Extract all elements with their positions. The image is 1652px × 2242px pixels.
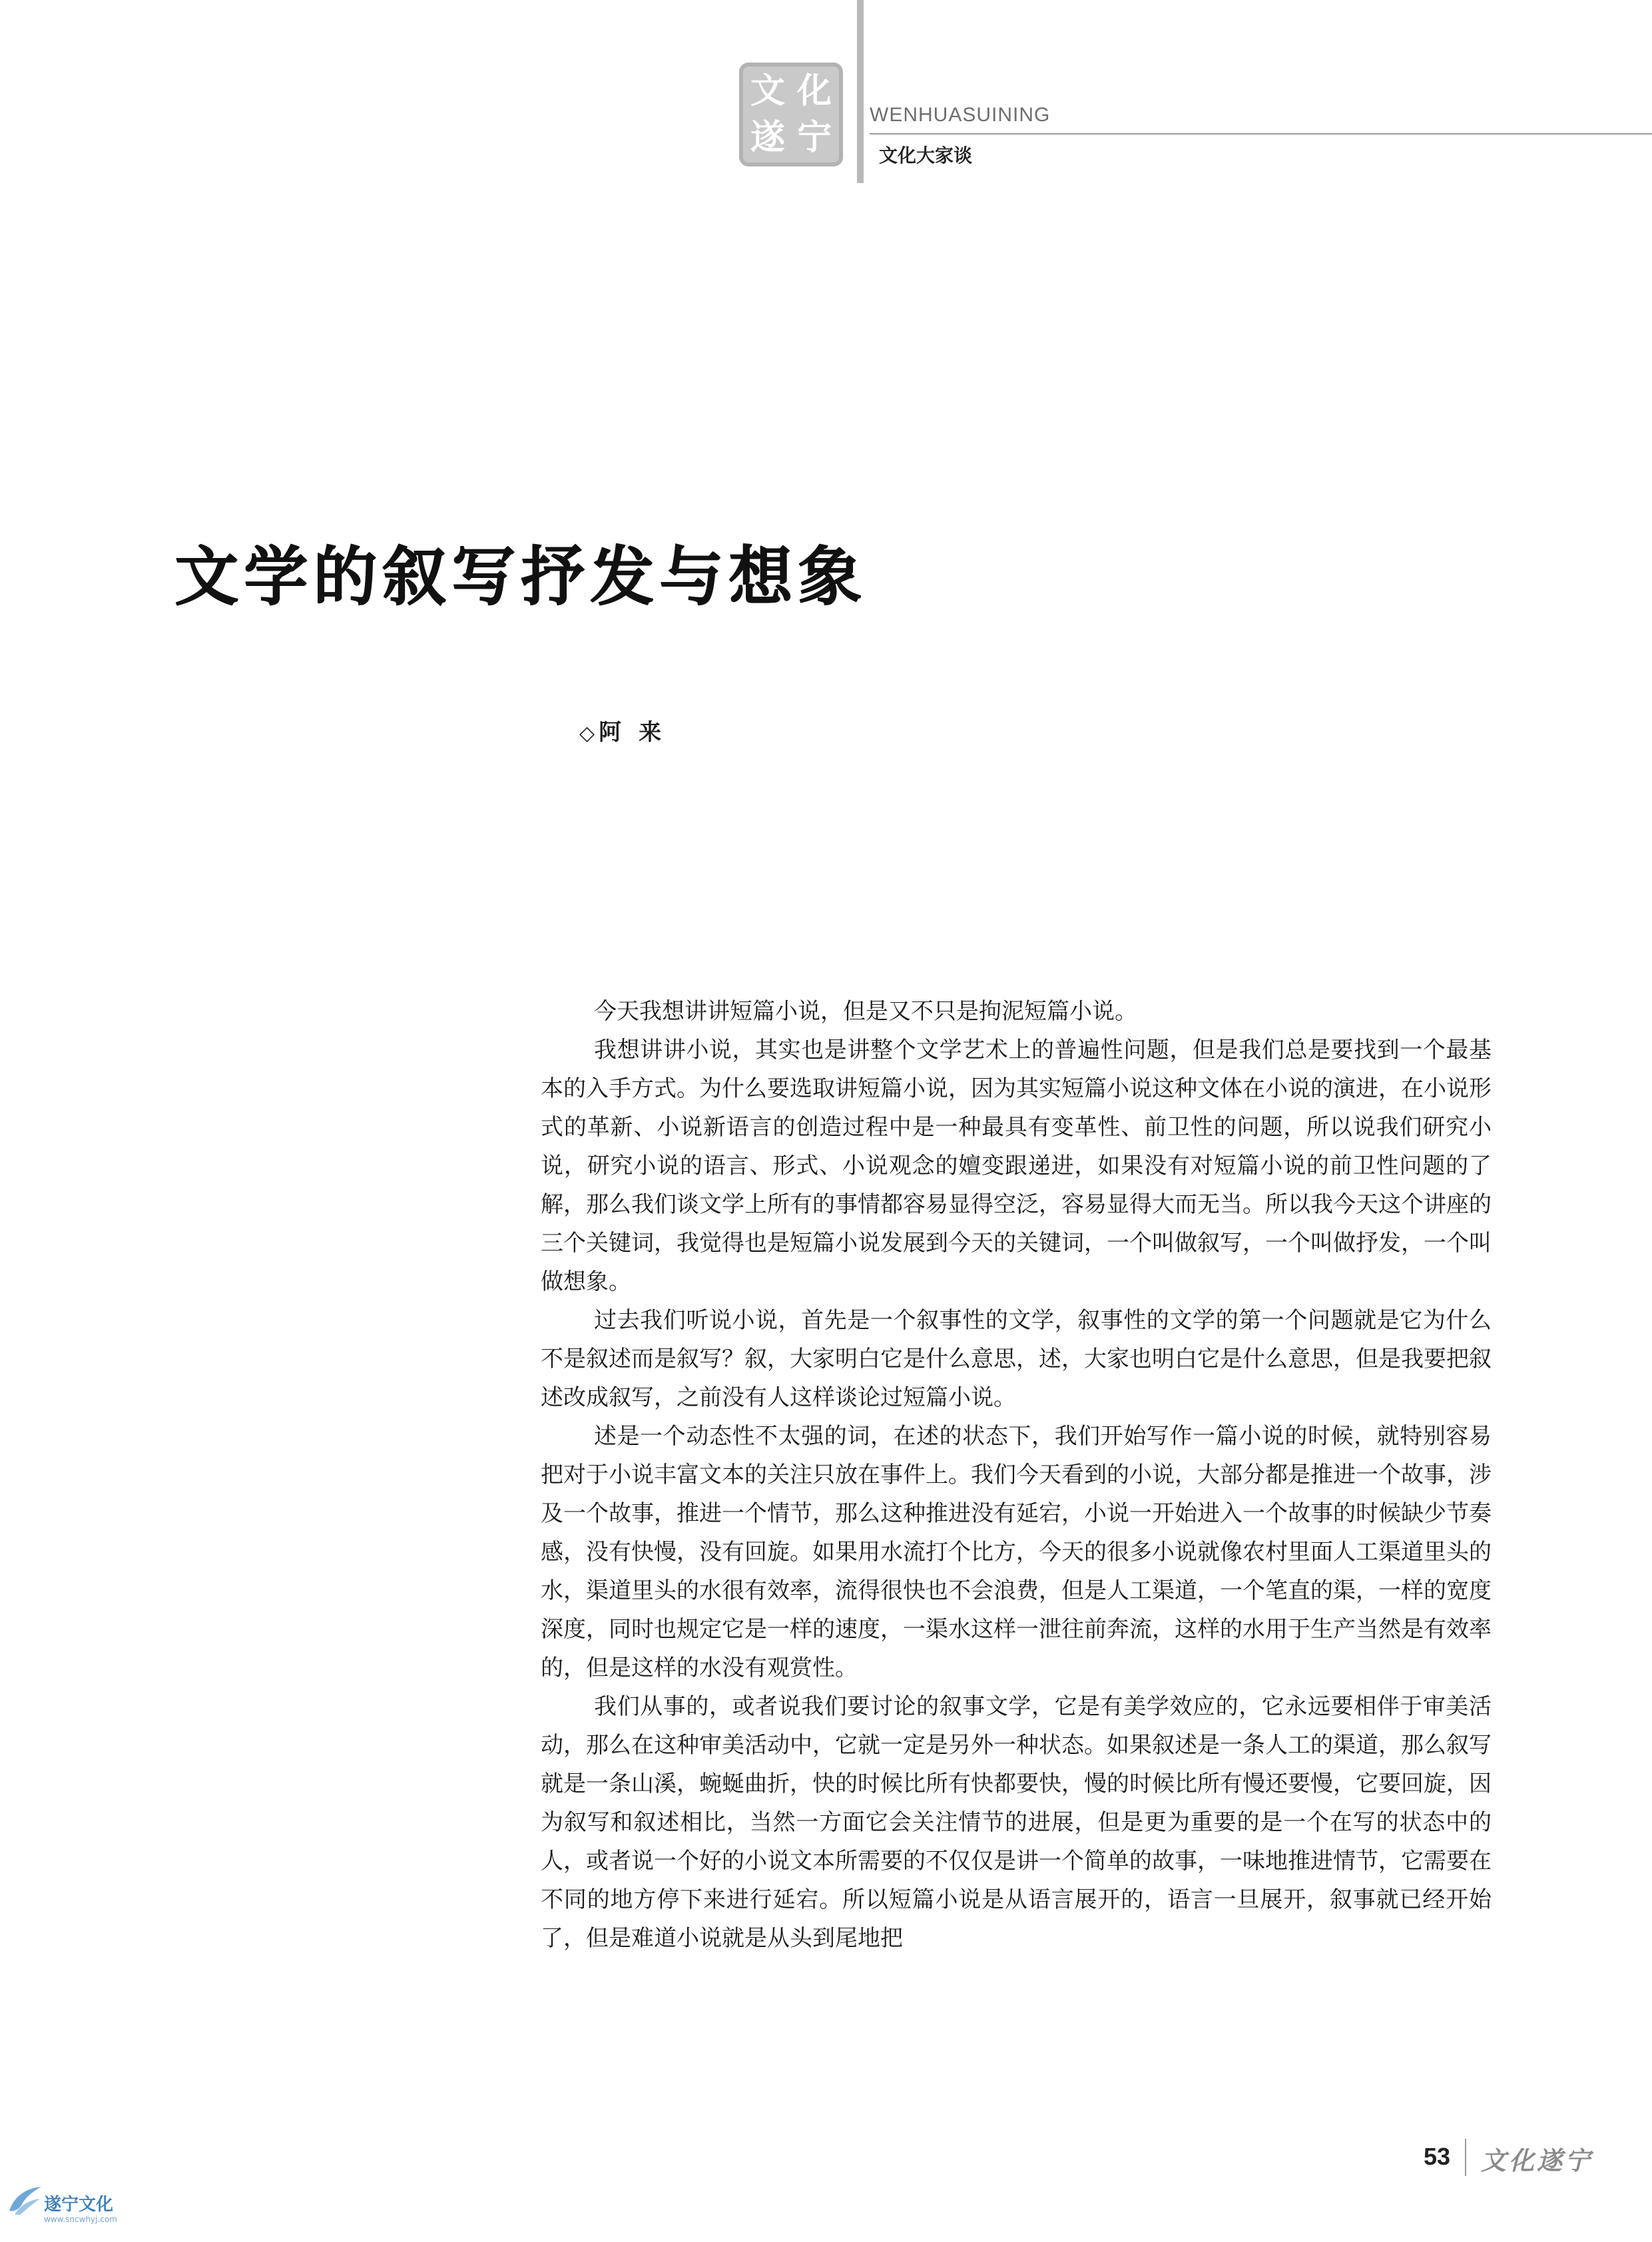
site-watermark xyxy=(0,2177,153,2242)
page-number: 53 xyxy=(1424,2143,1451,2170)
article-title: 文学的叙写抒发与想象 xyxy=(174,539,867,614)
header-vertical-rule xyxy=(857,0,864,183)
logo-char: 文 xyxy=(750,71,785,111)
section-name-en: WENHUASUINING xyxy=(870,104,1051,126)
magazine-logo-seal xyxy=(739,63,843,166)
body-paragraph: 我想讲讲小说，其实也是讲整个文学艺术上的普遍性问题，但是我们总是要找到一个最基本的入手方式。为什么要选取讲短篇小说，因为其实短篇小说这种文体在小说的演进，在小说形式的革新、小说新语言的创造过程中是一种最具有变革性、前卫性的问题，所以说我们研究小说，研究小说的语言、形式、小说观念的嬗变跟递进，如果没有对短篇小说的前卫性问题的了解，那么我们谈文学上所有的事情都容易显得空泛，容易显得大而无当。所以我今天这个讲座的三个关键词，我觉得也是短篇小说发展到今天的关键词，一个叫做叙写，一个叫做抒发，一个叫做想象。 xyxy=(541,1037,1492,1295)
watermark-url: www.sncwhyj.com xyxy=(44,2215,117,2224)
logo-char: 化 xyxy=(796,71,832,111)
article-body xyxy=(541,992,1492,1958)
body-paragraph: 过去我们听说小说，首先是一个叙事性的文学，叙事性的文学的第一个问题就是它为什么不是叙述而是叙写？叙，大家明白它是什么意思，述，大家也明白它是什么意思，但是我要把叙述改成叙写，之前没有人这样谈论过短篇小说。 xyxy=(541,1307,1492,1411)
watermark-text: 遂宁文化 xyxy=(44,2195,114,2215)
logo-char: 遂 xyxy=(750,117,785,158)
footer-brand: 文化遂宁 xyxy=(1481,2145,1593,2175)
body-paragraph: 今天我想讲讲短篇小说，但是又不只是拘泥短篇小说。 xyxy=(594,998,1137,1025)
byline-diamond-icon: ◇ xyxy=(579,722,595,745)
wing-logo-icon xyxy=(5,2181,45,2221)
body-paragraph: 我们从事的，或者说我们要讨论的叙事文学，它是有美学效应的，它永远要相伴于审美活动，那么在这种审美活动中，它就一定是另外一种状态。如果叙述是一条人工的渠道，那么叙写就是一条山溪，蜿蜒曲折，快的时候比所有快都要快，慢的时候比所有慢还要慢，它要回旋，因为叙写和叙述相比，当然一方面它会关注情节的进展，但是更为重要的是一个在写的状态中的人，或者说一个好的小说文本所需要的不仅仅是讲一个简单的故事，一味地推进情节，它需要在不同的地方停下来进行延宕。所以短篇小说是从语言展开的，语言一旦展开，叙事就已经开始了，但是难道小说就是从头到尾地把 xyxy=(541,1693,1492,1952)
header-horizontal-rule xyxy=(870,133,1652,135)
logo-char: 宁 xyxy=(796,117,832,158)
section-name-cn: 文化大家谈 xyxy=(879,145,973,166)
author-name: 阿来 xyxy=(599,719,679,746)
body-paragraph: 述是一个动态性不太强的词，在述的状态下，我们开始写作一篇小说的时候，就特别容易把对于小说丰富文本的关注只放在事件上。我们今天看到的小说，大部分都是推进一个故事，涉及一个故事，推进一个情节，那么这种推进没有延宕，小说一开始进入一个故事的时候缺少节奏感，没有快慢，没有回旋。如果用水流打个比方，今天的很多小说就像农村里面人工渠道里头的水，渠道里头的水很有效率，流得很快也不会浪费，但是人工渠道，一个笔直的渠，一样的宽度深度，同时也规定它是一样的速度，一渠水这样一泄往前奔流，这样的水用于生产当然是有效率的，但是这样的水没有观赏性。 xyxy=(541,1423,1492,1681)
byline xyxy=(579,714,679,746)
footer-rule xyxy=(1465,2139,1466,2176)
